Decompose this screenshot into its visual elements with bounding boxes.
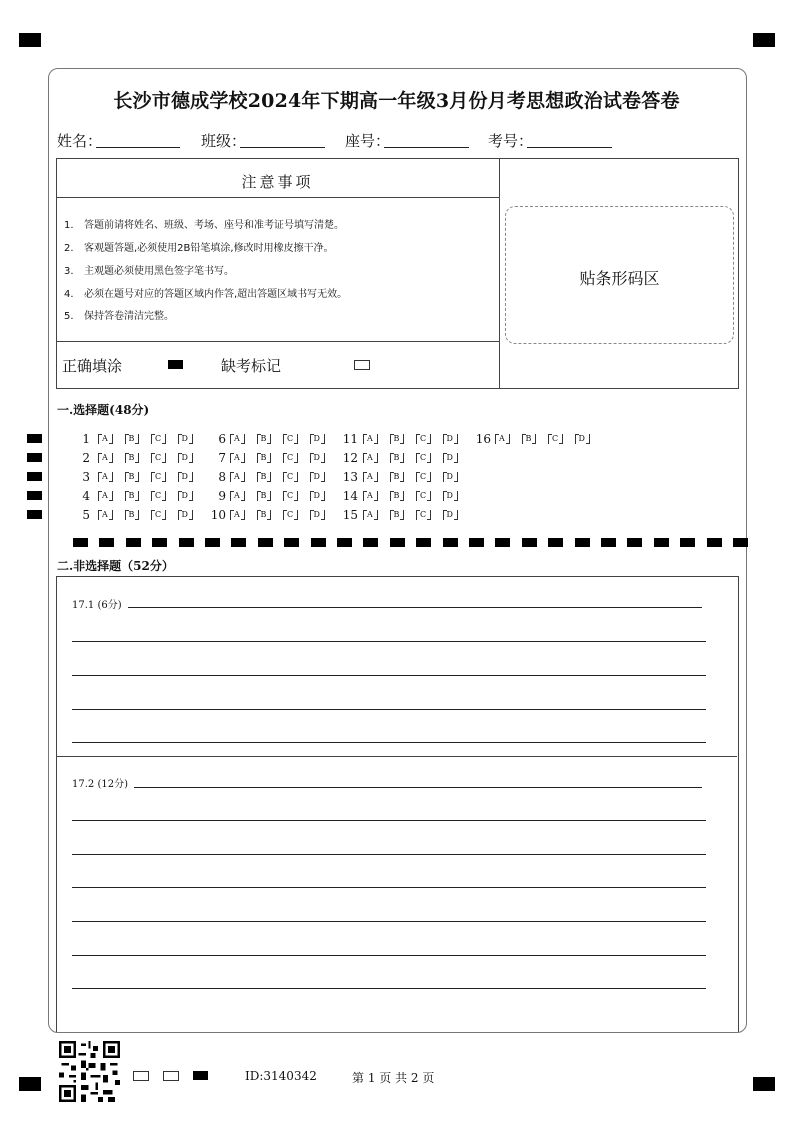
answer-line[interactable] — [72, 955, 706, 956]
question-number: 16 — [475, 432, 491, 446]
option-bubble[interactable]: C — [283, 509, 297, 520]
separator-dash — [284, 538, 299, 547]
question-number: 11 — [342, 432, 358, 446]
option-bubble[interactable]: A — [495, 433, 509, 444]
page-marker-empty — [133, 1071, 149, 1081]
absent-mark-checkbox[interactable] — [354, 360, 370, 370]
separator-dash — [654, 538, 669, 547]
separator-dash — [548, 538, 563, 547]
answer-line[interactable] — [72, 820, 706, 821]
separator-dash — [469, 538, 484, 547]
exam-number-field-label: 考号： — [488, 132, 534, 150]
table-divider-notes-title — [56, 197, 499, 198]
question-number: 2 — [82, 451, 90, 465]
question-number: 12 — [342, 451, 358, 465]
option-bubble[interactable]: D — [178, 509, 192, 520]
note-item: 1. 答题前请将姓名、班级、考场、座号和准考证号填写清楚。 — [64, 220, 344, 231]
separator-dash — [205, 538, 220, 547]
option-bubble[interactable]: C — [151, 452, 165, 463]
question-number: 5 — [82, 508, 90, 522]
option-bubble[interactable]: A — [363, 452, 377, 463]
separator-dash — [337, 538, 352, 547]
separator-dash — [390, 538, 405, 547]
option-bubble[interactable]: B — [257, 471, 271, 482]
option-bubble[interactable]: C — [548, 433, 562, 444]
option-bubble[interactable]: B — [125, 471, 139, 482]
option-bubble[interactable]: C — [416, 471, 430, 482]
option-bubble[interactable]: D — [443, 433, 457, 444]
correct-fill-example — [168, 360, 183, 369]
option-bubble[interactable]: B — [257, 433, 271, 444]
question-number: 15 — [342, 508, 358, 522]
option-bubble[interactable]: A — [98, 452, 112, 463]
option-bubble[interactable]: B — [257, 490, 271, 501]
class-field-label: 班级： — [201, 132, 247, 150]
qr-code — [59, 1041, 120, 1102]
option-bubble[interactable]: D — [443, 452, 457, 463]
page-marker-empty — [163, 1071, 179, 1081]
section-1-title: 一.选择题(48分) — [57, 403, 150, 417]
separator-dash — [495, 538, 510, 547]
row-mark — [27, 434, 42, 443]
name-field[interactable] — [96, 147, 180, 148]
option-bubble[interactable]: C — [416, 490, 430, 501]
separator-dash — [152, 538, 167, 547]
option-bubble[interactable]: B — [125, 433, 139, 444]
option-bubble[interactable]: D — [310, 490, 324, 501]
separator-dash — [627, 538, 642, 547]
option-bubble[interactable]: C — [283, 452, 297, 463]
option-bubble[interactable]: A — [230, 452, 244, 463]
row-mark — [27, 491, 42, 500]
row-mark — [27, 510, 42, 519]
option-bubble[interactable]: D — [575, 433, 589, 444]
registration-mark-top-right — [753, 33, 775, 47]
answer-line[interactable] — [72, 887, 706, 888]
question-number: 1 — [82, 432, 90, 446]
question-number: 13 — [342, 470, 358, 484]
table-divider-notes-bottom — [56, 341, 499, 342]
option-bubble[interactable]: A — [98, 490, 112, 501]
option-bubble[interactable]: D — [178, 452, 192, 463]
option-bubble[interactable]: A — [363, 433, 377, 444]
page-title: 长沙市德成学校2024年下期高一年级3月份月考思想政治试卷答卷 — [113, 90, 680, 112]
separator-dash — [416, 538, 431, 547]
name-field-label: 姓名： — [57, 132, 103, 150]
option-bubble[interactable]: A — [98, 433, 112, 444]
question-number: 8 — [218, 470, 226, 484]
option-bubble[interactable]: D — [310, 471, 324, 482]
answer-line[interactable] — [72, 675, 706, 676]
section-2-title: 二.非选择题（52分） — [57, 559, 174, 573]
option-bubble[interactable]: B — [257, 509, 271, 520]
answer-line[interactable] — [72, 988, 706, 989]
row-mark — [27, 472, 42, 481]
option-bubble[interactable]: B — [390, 490, 404, 501]
option-bubble[interactable]: B — [257, 452, 271, 463]
option-bubble[interactable]: D — [178, 433, 192, 444]
option-bubble[interactable]: D — [178, 471, 192, 482]
separator-dash — [73, 538, 88, 547]
separator-dash — [258, 538, 273, 547]
separator-dash — [311, 538, 326, 547]
option-bubble[interactable]: D — [443, 471, 457, 482]
separator-dash — [601, 538, 616, 547]
answer-line[interactable] — [72, 742, 706, 743]
separator-dash — [179, 538, 194, 547]
option-bubble[interactable]: D — [310, 433, 324, 444]
option-bubble[interactable]: C — [151, 490, 165, 501]
correct-fill-label: 正确填涂 — [62, 357, 123, 375]
option-bubble[interactable]: D — [310, 452, 324, 463]
page-number: 第 1 页 共 2 页 — [352, 1071, 435, 1085]
option-bubble[interactable]: A — [230, 471, 244, 482]
question-number: 4 — [82, 489, 90, 503]
option-bubble[interactable]: A — [230, 509, 244, 520]
note-item: 4. 必须在题号对应的答题区域内作答,超出答题区域书写无效。 — [64, 289, 348, 300]
separator-dash — [522, 538, 537, 547]
answer-line[interactable] — [72, 641, 706, 642]
option-bubble[interactable]: B — [125, 490, 139, 501]
option-bubble[interactable]: A — [230, 433, 244, 444]
separator-dash — [707, 538, 722, 547]
option-bubble[interactable]: D — [178, 490, 192, 501]
option-bubble[interactable]: B — [390, 509, 404, 520]
option-bubble[interactable]: C — [283, 433, 297, 444]
separator-dash — [231, 538, 246, 547]
option-bubble[interactable]: B — [125, 452, 139, 463]
separator-dash — [680, 538, 695, 547]
page-marker-filled — [193, 1071, 208, 1080]
option-bubble[interactable]: A — [98, 509, 112, 520]
seat-field[interactable] — [384, 147, 469, 148]
answer-line[interactable] — [72, 709, 706, 710]
class-field[interactable] — [240, 147, 325, 148]
note-item: 3. 主观题必须使用黑色签字笔书写。 — [64, 266, 234, 277]
row-mark — [27, 453, 42, 462]
separator-dash — [443, 538, 458, 547]
sheet-id: ID:3140342 — [245, 1069, 317, 1083]
registration-mark-bottom-left — [19, 1077, 41, 1091]
answer-line[interactable] — [72, 921, 706, 922]
option-bubble[interactable]: C — [151, 471, 165, 482]
option-bubble[interactable]: D — [443, 509, 457, 520]
option-bubble[interactable]: A — [363, 471, 377, 482]
question-17-1-label: 17.1 (6分) — [72, 600, 122, 611]
option-bubble[interactable]: C — [151, 509, 165, 520]
notes-title: 注意事项 — [241, 173, 314, 191]
exam-number-field[interactable] — [527, 147, 612, 148]
option-bubble[interactable]: B — [390, 471, 404, 482]
separator-dash — [126, 538, 141, 547]
option-bubble[interactable]: C — [283, 471, 297, 482]
barcode-area-label: 贴条形码区 — [579, 269, 660, 288]
answer-line[interactable] — [128, 607, 702, 608]
question-number: 6 — [218, 432, 226, 446]
option-bubble[interactable]: C — [416, 452, 430, 463]
answer-line[interactable] — [72, 854, 706, 855]
option-bubble[interactable]: A — [363, 490, 377, 501]
registration-mark-top-left — [19, 33, 41, 47]
separator-dash — [363, 538, 378, 547]
separator-dash — [99, 538, 114, 547]
note-item: 2. 客观题答题,必须使用2B铅笔填涂,修改时用橡皮擦干净。 — [64, 243, 334, 254]
option-bubble[interactable]: B — [390, 452, 404, 463]
option-bubble[interactable]: B — [125, 509, 139, 520]
question-17-2-label: 17.2 (12分) — [72, 779, 128, 790]
question-number: 3 — [82, 470, 90, 484]
option-bubble[interactable]: C — [416, 509, 430, 520]
option-bubble[interactable]: D — [443, 490, 457, 501]
answer-box-divider — [56, 756, 737, 757]
option-bubble[interactable]: A — [98, 471, 112, 482]
option-bubble[interactable]: B — [390, 433, 404, 444]
answer-box — [56, 576, 739, 1032]
question-number: 14 — [342, 489, 358, 503]
option-bubble[interactable]: C — [283, 490, 297, 501]
table-divider-vertical — [499, 158, 500, 388]
option-bubble[interactable]: C — [151, 433, 165, 444]
note-item: 5. 保持答卷清洁完整。 — [64, 311, 174, 322]
seat-field-label: 座号： — [345, 132, 391, 150]
option-bubble[interactable]: C — [416, 433, 430, 444]
separator-dash — [575, 538, 590, 547]
option-bubble[interactable]: B — [522, 433, 536, 444]
registration-mark-bottom-right — [753, 1077, 775, 1091]
option-bubble[interactable]: A — [363, 509, 377, 520]
question-number: 9 — [218, 489, 226, 503]
separator-dash — [733, 538, 748, 547]
answer-line[interactable] — [134, 787, 702, 788]
absent-mark-label: 缺考标记 — [221, 357, 282, 375]
option-bubble[interactable]: A — [230, 490, 244, 501]
option-bubble[interactable]: D — [310, 509, 324, 520]
question-number: 10 — [210, 508, 226, 522]
question-number: 7 — [218, 451, 226, 465]
